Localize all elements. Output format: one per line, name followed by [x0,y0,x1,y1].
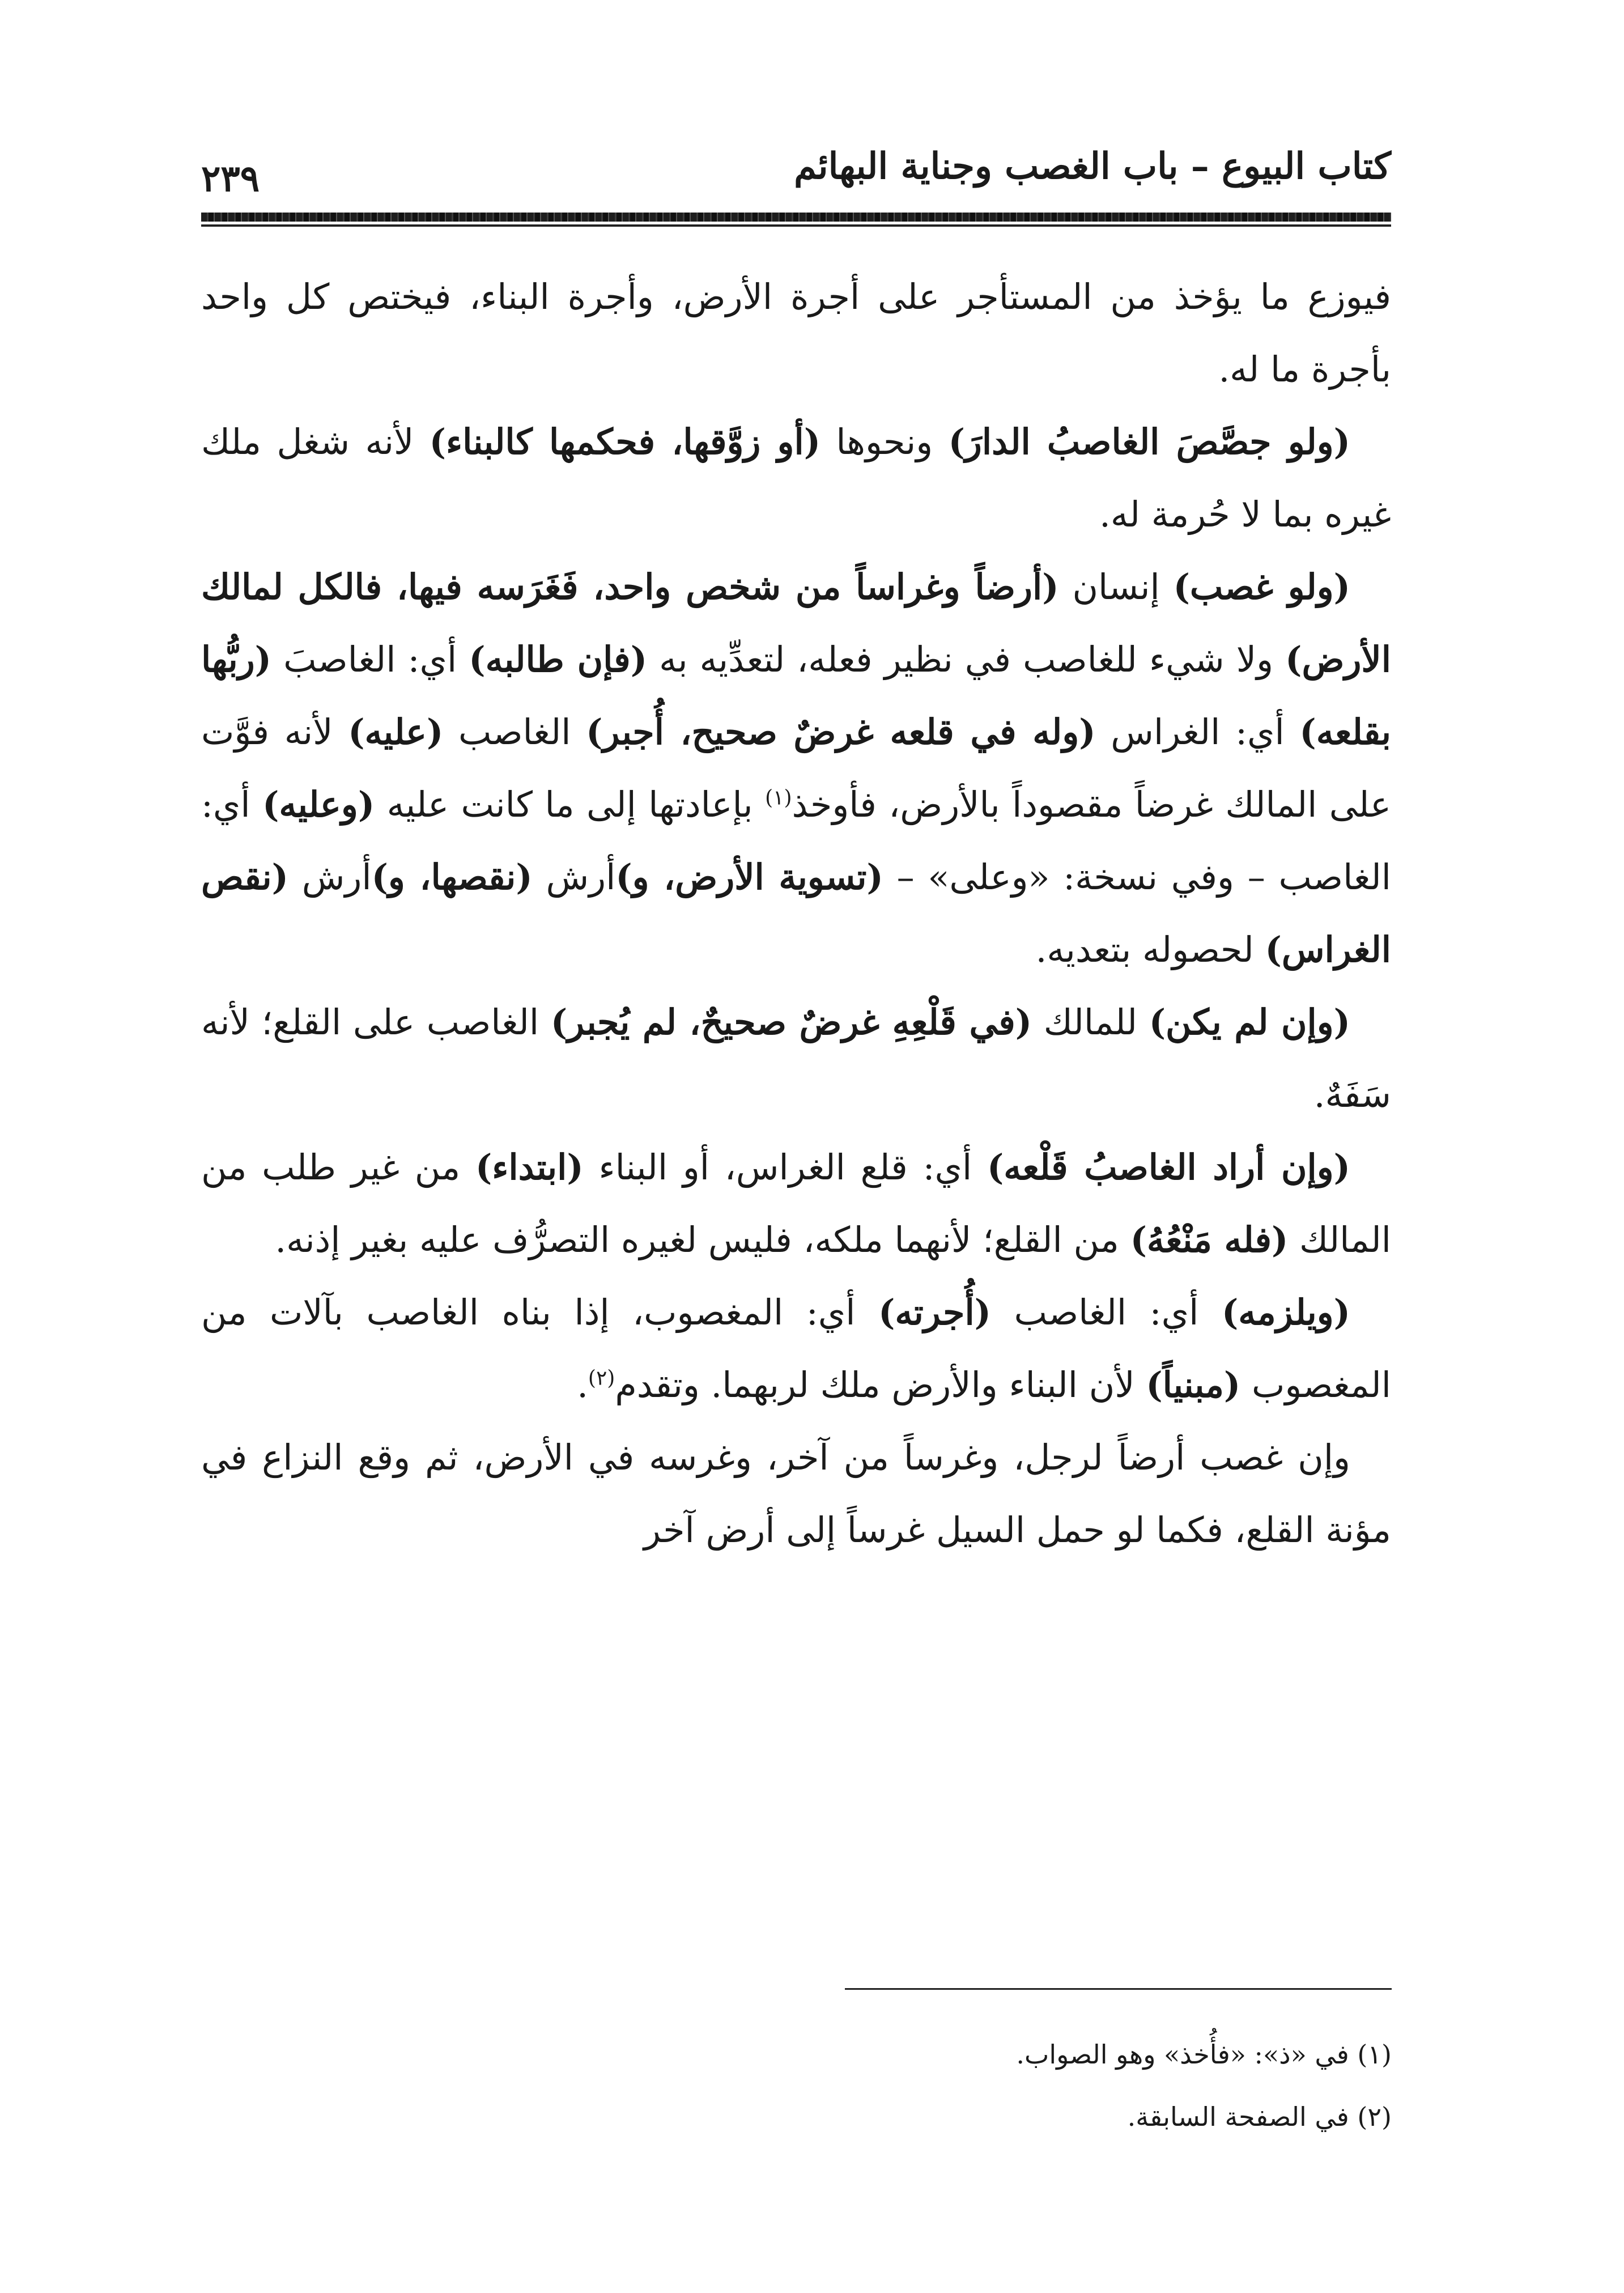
footnote-separator [845,1988,1392,1990]
sharh-text: للمالك [1032,1001,1149,1043]
matn-text: (وعليه) [262,784,375,825]
sharh-text: لأنه شغل ملك غيره بما لا حُرمة له. [201,421,1391,535]
sharh-text: أرش [288,856,372,898]
paragraph-7 [201,1421,1391,1566]
matn-text: (نقص الغراس) [201,856,1391,970]
header-rule-thin [201,224,1391,227]
footnote-marker: (٢) [588,1366,615,1390]
matn-text: (فإن طالبه) [469,639,648,680]
footnotes [598,2023,1392,2148]
footnote-2: (٢) في الصفحة السابقة. [1127,2101,1392,2132]
footnote-marker: (١) [765,786,792,810]
matn-text: (وإن أراد الغاصبُ قَلْعه) [987,1146,1350,1188]
matn-text: (فله مَنْعُهُ) [1130,1219,1289,1260]
text-span: فيوزع ما يؤخذ من المستأجر على أجرة الأرض، وأجرة البناء، فيختص كل واحد بأجرة ما له. [201,276,1391,390]
sharh-text: ونحوها [820,421,949,462]
main-text [201,261,1391,1566]
footnote-1: (١) في «ذ»: «فأُخذ» وهو الصواب. [1016,2039,1392,2070]
sharh-text: أي: المغصوب، إذا بناه الغاصب بآلات من المغصوب [201,1292,1391,1405]
sharh-text: الغاصب [443,711,586,753]
matn-text: (وله في قلعه غرضٌ صحيح، أُجبر) [586,711,1096,753]
sharh-text: أي: الغاصب [991,1292,1222,1333]
matn-text: (تسوية الأرض، و) [615,856,883,898]
sharh-text: لأن البناء والأرض ملك لربهما. وتقدم [615,1364,1146,1405]
paragraph-1 [201,261,1391,406]
paragraph-3 [201,551,1391,986]
matn-text: (أرضاً وغراساً من شخص واحد، فَغَرَسه فيها، فالكل لمالك الأرض) [201,566,1391,680]
paragraph-5 [201,1131,1391,1276]
sharh-text: لأنه فوَّت على المالك غرضاً مقصوداً بالأرض، فأوخذ [201,711,1391,825]
matn-text: (في قَلْعِهِ غرضٌ صحيحٌ، لم يُجبر) [550,1001,1032,1043]
matn-text: (ربُّها بقلعه) [201,639,1392,753]
sharh-text: ولا شيء للغاصب في نظير فعله، لتعدِّيه به [647,639,1286,680]
sharh-text: . [577,1364,588,1405]
sharh-text: لحصوله بتعديه. [1035,929,1265,970]
paragraph-6 [201,1276,1391,1421]
sharh-text: أي: قلع الغراس، أو البناء [583,1146,987,1188]
matn-text: (أُجرته) [878,1292,992,1333]
sharh-text: بإعادتها إلى ما كانت عليه [375,784,766,825]
matn-text: (ابتداء) [475,1146,584,1188]
page-header [201,145,1391,205]
sharh-text: من القلع؛ لأنهما ملكه، فليس لغيره التصرُّف عليه بغير إذنه. [275,1219,1130,1260]
sharh-text: أي: الغاصب – وفي نسخة: «وعلى» – [201,784,1391,898]
sharh-text: أي: الغاصبَ [271,639,469,680]
sharh-text: وإن غصب أرضاً لرجل، وغرساً من آخر، وغرسه في الأرض، ثم وقع النزاع في مؤنة القلع، فكما لو حمل السيل غرساً إلى أرض آخر [201,1437,1391,1551]
paragraph-2 [201,406,1391,551]
matn-text: (ويلزمه) [1221,1292,1350,1333]
matn-text: (وإن لم يكن) [1149,1001,1350,1043]
matn-text: (أو زوَّقها، فحكمها كالبناء) [429,421,821,462]
page-number: ٢٣٩ [201,158,260,200]
matn-text: (نقصها، و) [371,856,533,898]
sharh-text: إنسان [1058,566,1174,608]
matn-text: (ولو جصَّصَ الغاصبُ الدارَ) [948,421,1351,462]
matn-text: (مبنياً) [1146,1364,1241,1405]
matn-text: (ولو غصب) [1173,566,1350,608]
paragraph-4 [201,986,1391,1131]
sharh-text: أرش [532,856,616,898]
sharh-text: الغاصب على القلع؛ لأنه سَفَهٌ. [201,1001,1391,1115]
sharh-text: أي: الغراس [1095,711,1300,753]
matn-text: (عليه) [348,711,444,753]
sharh-text: من غير طلب من المالك [201,1146,1391,1260]
header-rule [201,213,1391,222]
running-title: كتاب البيوع – باب الغصب وجناية البهائم [794,145,1391,188]
